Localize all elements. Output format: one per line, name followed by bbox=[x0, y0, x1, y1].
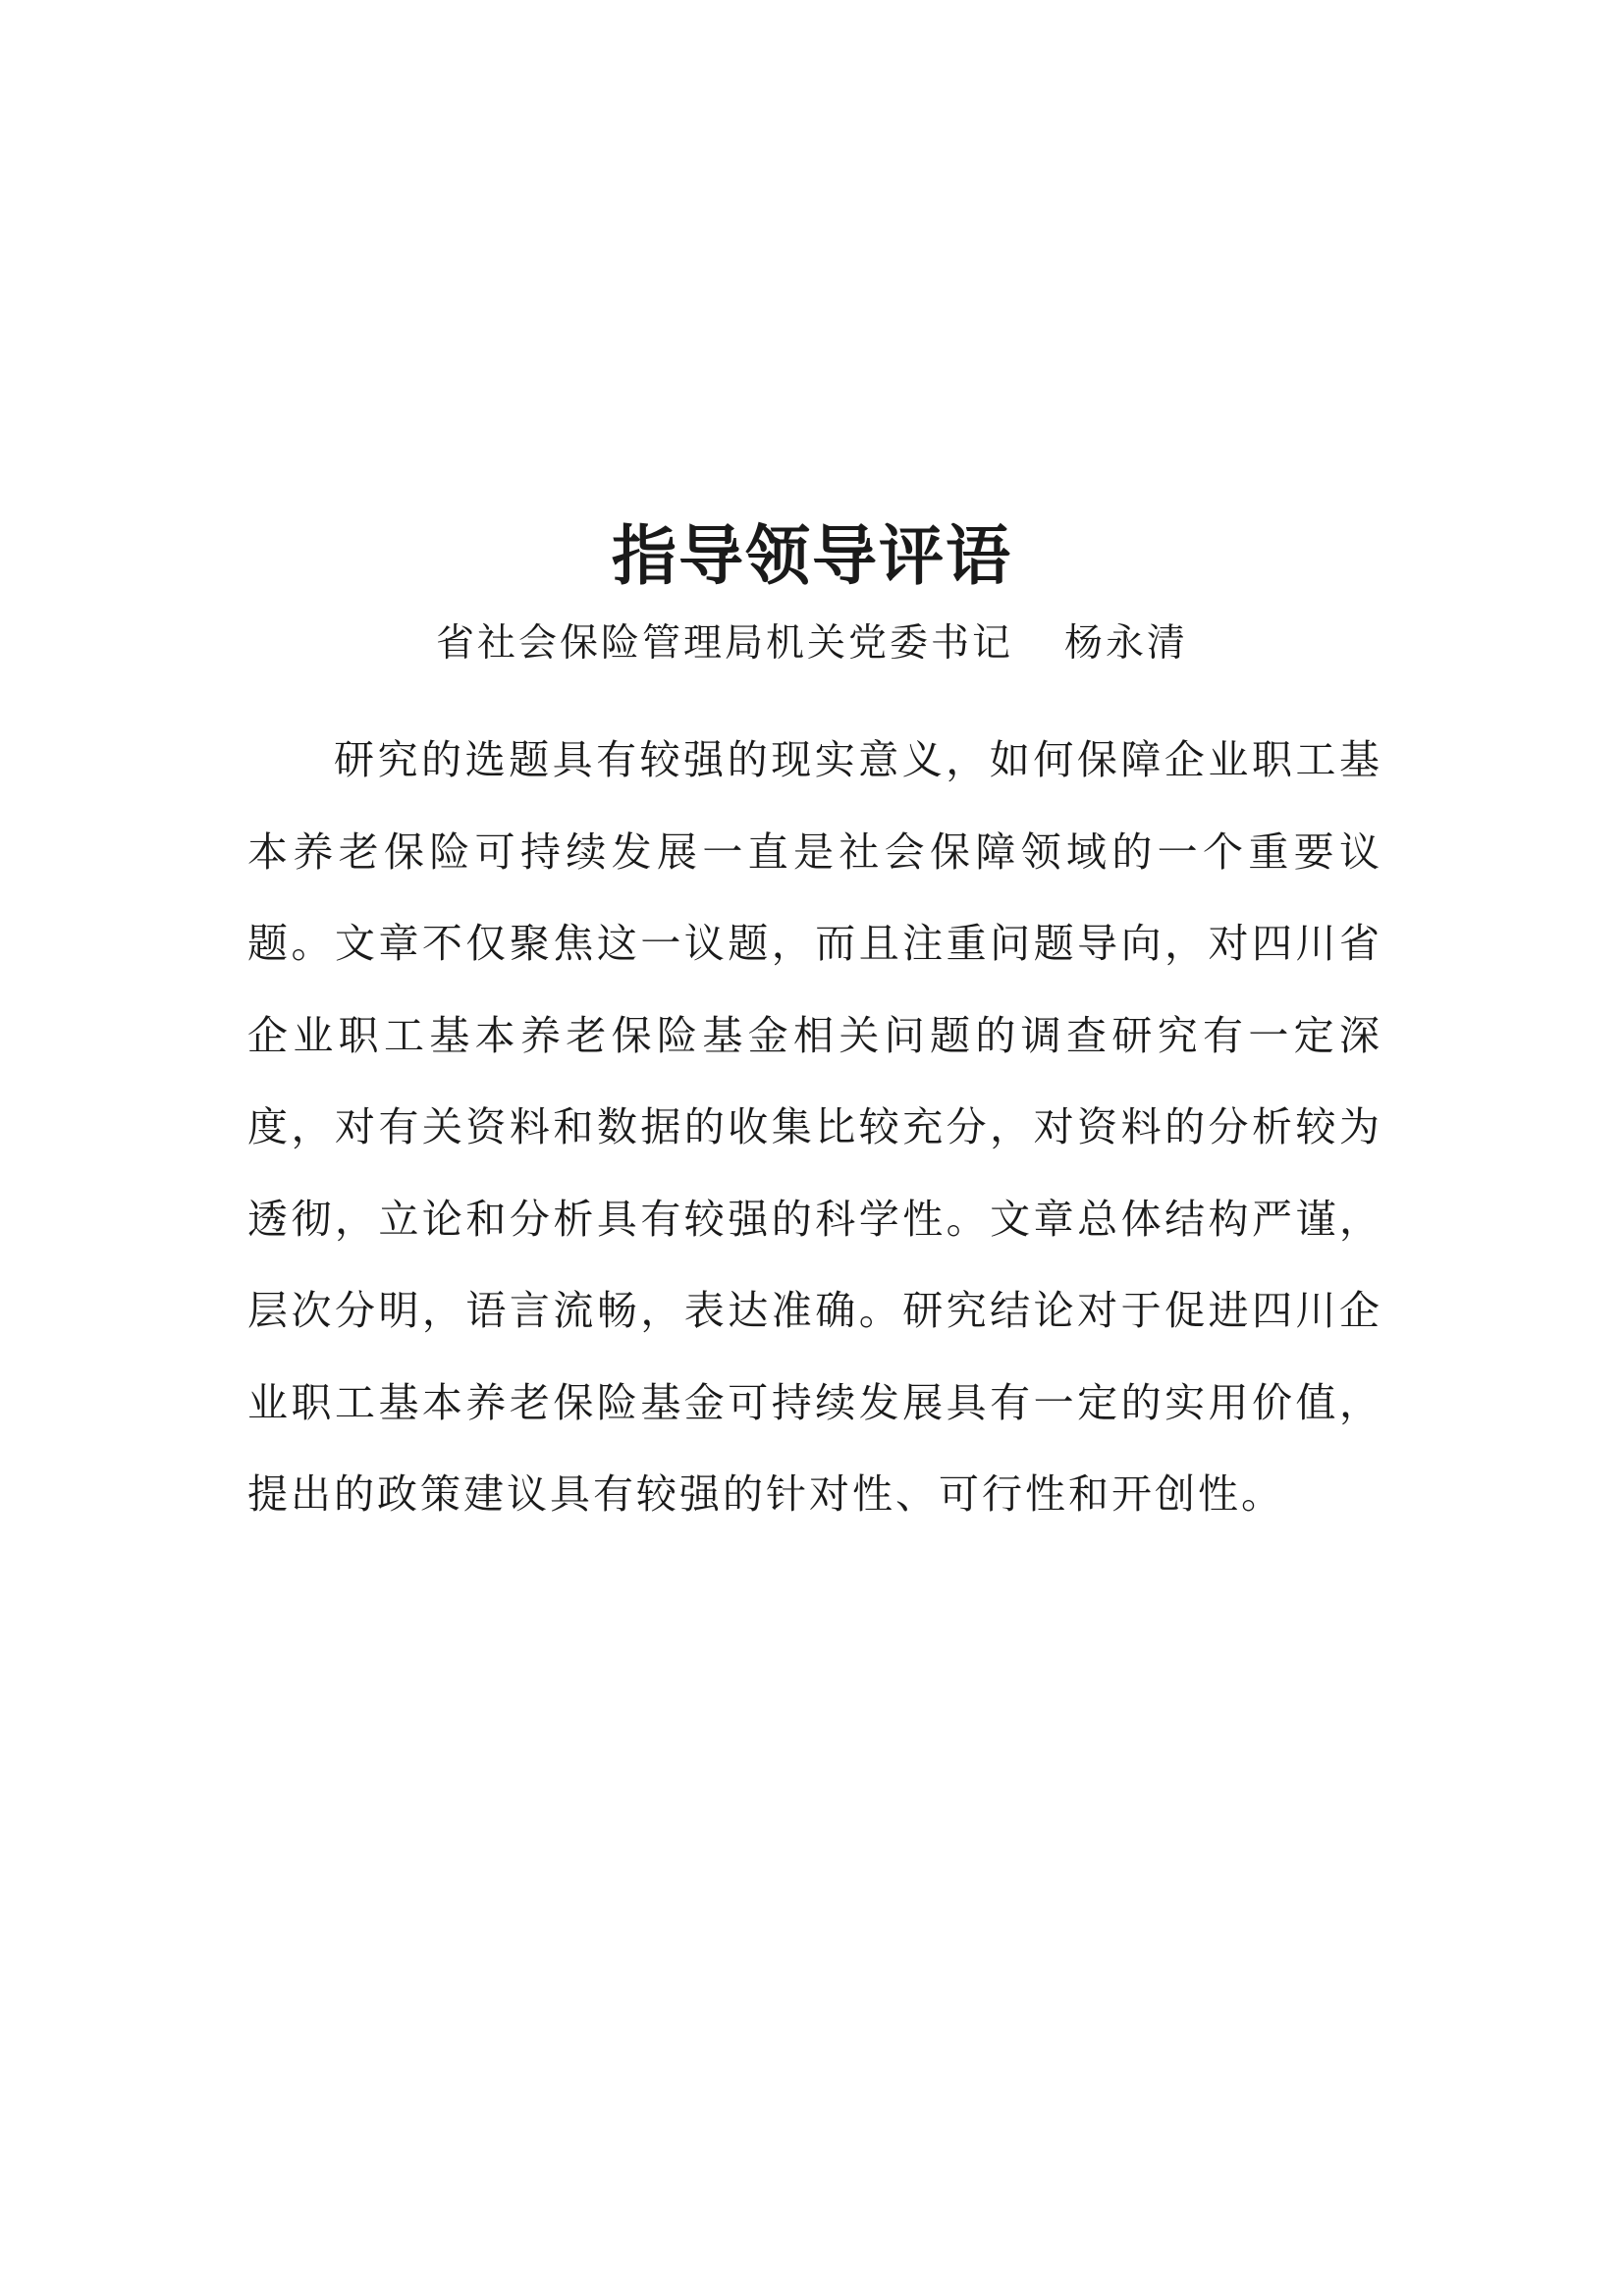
byline-author: 杨永清 bbox=[1064, 621, 1189, 666]
byline bbox=[0, 614, 1624, 673]
comment-paragraph: 研究的选题具有较强的现实意义，如何保障企业职工基本养老保险可持续发展一直是社会保障领域的一个重要议题。文章不仅聚焦这一议题，而且注重问题导向，对四川省企业职工基本养老保险基金相关问题的调查研究有一定深度，对有关资料和数据的收集比较充分，对资料的分析较为透彻，立论和分析具有较强的科学性。文章总体结构严谨，层次分明，语言流畅，表达准确。研究结论对于促进四川企业职工基本养老保险基金可持续发展具有一定的实用价值，提出的政策建议具有较强的针对性、可行性和开创性。 bbox=[247, 736, 1382, 1518]
byline-organization: 省社会保险管理局机关党委书记 bbox=[435, 621, 1013, 666]
page-title: 指导领导评语 bbox=[612, 518, 1012, 595]
